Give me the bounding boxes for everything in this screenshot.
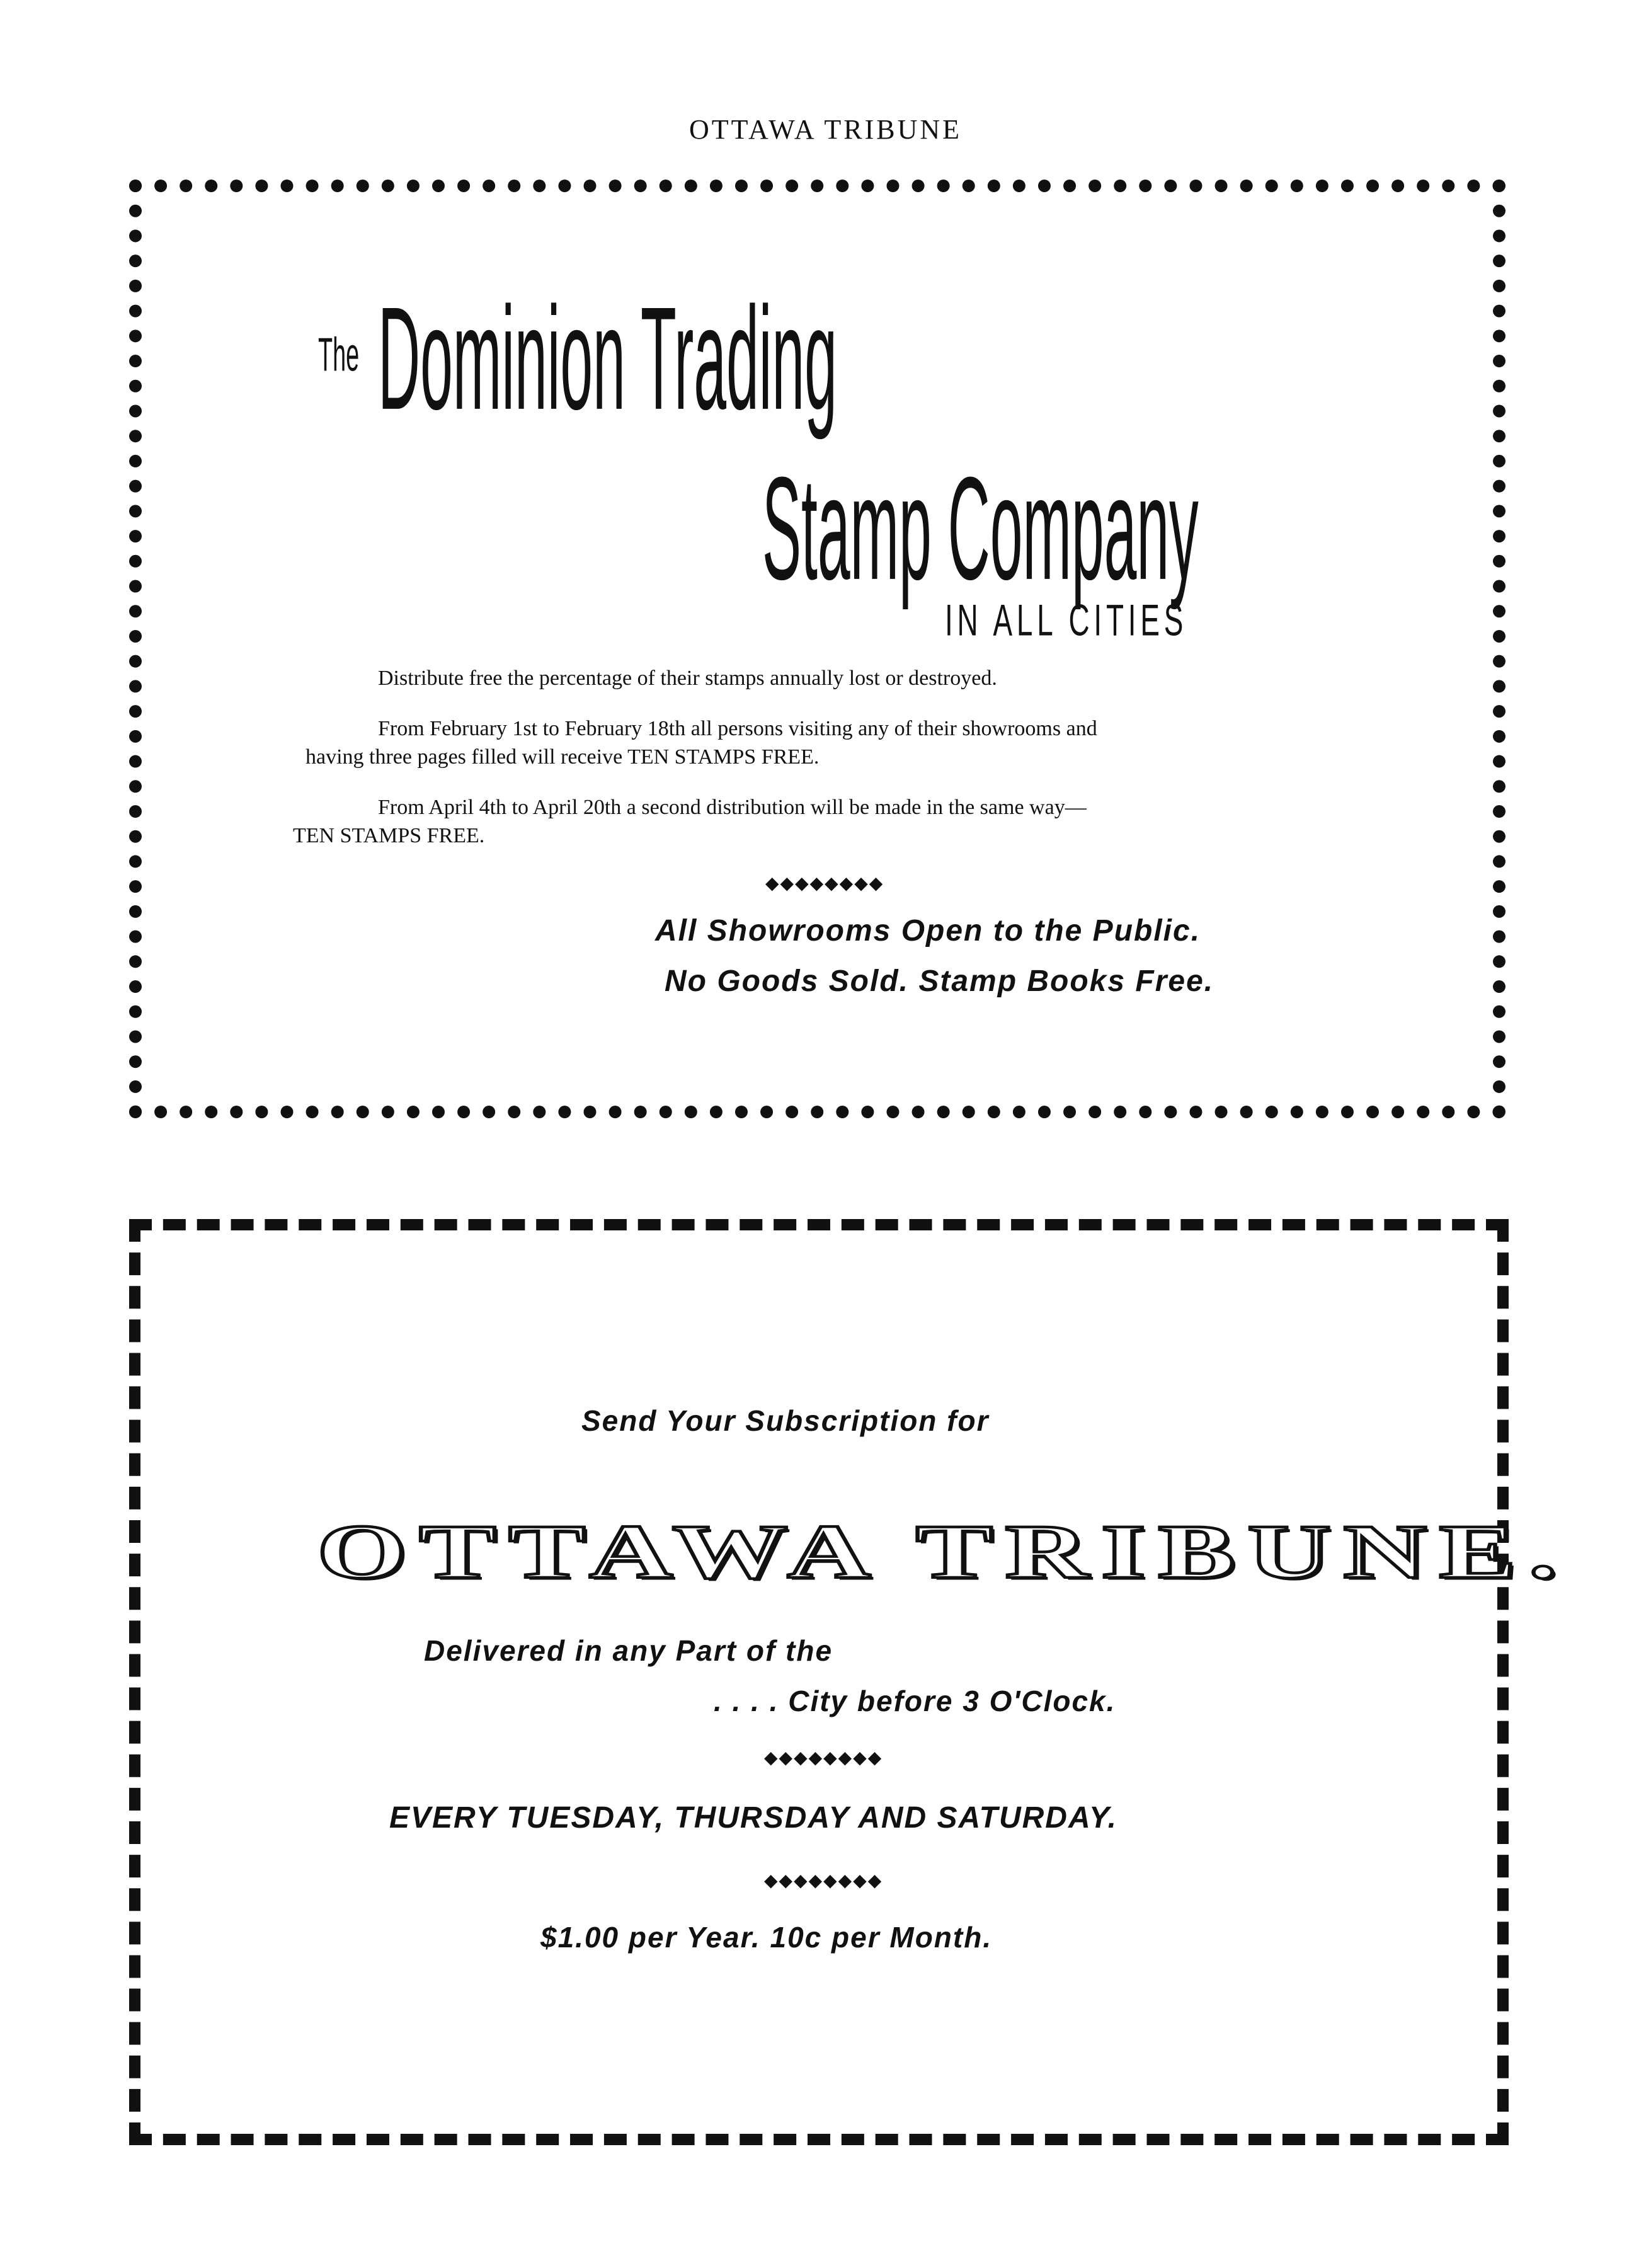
cities-subtitle: IN ALL CITIES: [945, 596, 1188, 646]
tribune-subscription-advertisement: [129, 1219, 1570, 2145]
paragraph-february-line1: From February 1st to February 18th all persons visiting any of their showrooms and: [378, 717, 1097, 740]
slogan-no-goods: No Goods Sold. Stamp Books Free.: [665, 965, 1214, 998]
slogan-showrooms: All Showrooms Open to the Public.: [655, 914, 1201, 948]
company-name-line2: Stamp Company: [762, 446, 1199, 610]
diamond-divider: ◆◆◆◆◆◆◆◆: [764, 1871, 883, 1891]
newspaper-title: OTTAWA TRIBUNE.: [317, 1509, 1570, 1595]
delivery-line2: . . . . City before 3 O'Clock.: [714, 1685, 1116, 1717]
subscription-price: $1.00 per Year. 10c per Month.: [540, 1921, 993, 1954]
page-header: OTTAWA TRIBUNE: [688, 114, 963, 145]
paragraph-distribute: Distribute free the percentage of their stamps annually lost or destroyed.: [378, 667, 997, 690]
diamond-divider: ◆◆◆◆◆◆◆◆: [764, 1748, 883, 1768]
paragraph-february-line2: having three pages filled will receive TEN STAMPS FREE.: [306, 745, 820, 769]
publication-days: EVERY TUESDAY, THURSDAY AND SATURDAY.: [389, 1801, 1117, 1835]
dominion-trading-advertisement: [129, 180, 1505, 1118]
delivery-line1: Delivered in any Part of the: [424, 1634, 833, 1667]
subscription-intro: Send Your Subscription for: [581, 1404, 990, 1437]
diamond-divider: ◆◆◆◆◆◆◆◆: [765, 874, 884, 893]
ad-title-the: The: [318, 328, 360, 382]
company-name-line1: Dominion Trading: [378, 276, 837, 440]
paragraph-april-line2: TEN STAMPS FREE.: [293, 824, 485, 847]
paragraph-april-line1: From April 4th to April 20th a second distribution will be made in the same way—: [378, 796, 1087, 819]
